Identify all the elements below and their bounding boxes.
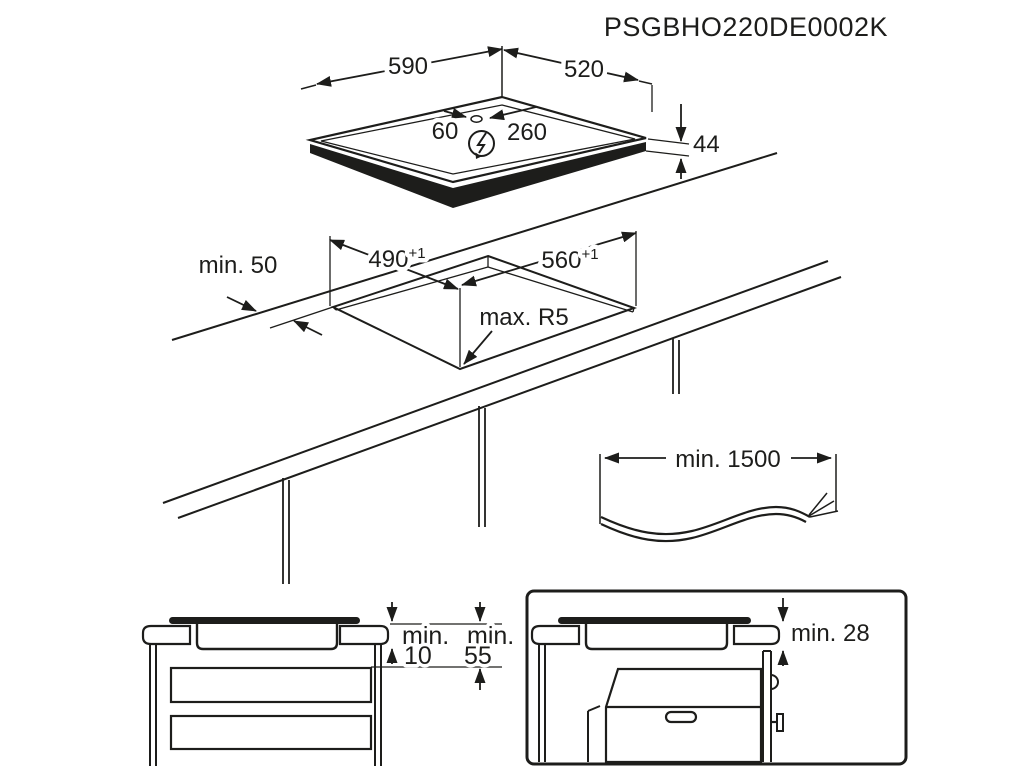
dim-arrow-min-50-lower bbox=[294, 321, 322, 335]
electrical-connection-icon bbox=[469, 131, 494, 159]
dim-label-min-10-min: min. bbox=[402, 622, 450, 650]
dim-label-min-55-value: 55 bbox=[464, 642, 492, 670]
oven-worktop-section-left bbox=[532, 626, 579, 644]
dimension-44 bbox=[646, 104, 720, 179]
side-view-drawer-clearance bbox=[143, 602, 514, 766]
oven-hob-glass-section bbox=[558, 617, 751, 624]
label-max-r5: max. R5 bbox=[479, 304, 569, 331]
dim-label-min-1500: min. 1500 bbox=[675, 446, 781, 473]
dim-label-520: 520 bbox=[563, 56, 605, 83]
dim-tolerance-560: +1 bbox=[581, 246, 599, 263]
oven-handle bbox=[666, 712, 696, 722]
cable-curve-top bbox=[601, 507, 810, 534]
hob-glass-section bbox=[169, 617, 360, 624]
annotation-max-r5 bbox=[464, 304, 569, 364]
dim-tolerance-490: +1 bbox=[408, 245, 426, 262]
worktop-section-left bbox=[143, 626, 190, 644]
dimension-min-50 bbox=[199, 252, 333, 335]
dim-label-min-10-value: 10 bbox=[404, 642, 432, 670]
drawer-upper bbox=[171, 668, 371, 702]
worktop-section-right bbox=[340, 626, 388, 644]
hob-body-section bbox=[197, 624, 337, 649]
dim-label-490 bbox=[368, 245, 425, 273]
wire-end-2 bbox=[809, 501, 834, 516]
oven-hob-body-section bbox=[586, 624, 727, 649]
hob-isometric-view bbox=[301, 46, 720, 208]
dim-stub-590 bbox=[301, 85, 316, 89]
dim-arrow-min-50-upper bbox=[227, 297, 256, 311]
dim-label-min-55-min: min. bbox=[467, 622, 515, 650]
worktop-cutout-view bbox=[163, 153, 841, 584]
product-code: PSGBHO220DE0002K bbox=[603, 12, 889, 42]
dimension-490 bbox=[330, 240, 458, 289]
wire-end-3 bbox=[810, 511, 838, 517]
cable-entry-marker bbox=[471, 116, 482, 122]
dim-label-min-28: min. 28 bbox=[791, 620, 870, 647]
dim-label-44: 44 bbox=[693, 131, 720, 158]
cutout-wall-left bbox=[336, 267, 488, 310]
dim-label-min-50: min. 50 bbox=[198, 252, 278, 279]
dim-leader-bottom bbox=[646, 151, 689, 156]
dim-label-560 bbox=[541, 246, 598, 274]
dimension-min-55 bbox=[464, 602, 514, 690]
dimension-590 bbox=[301, 49, 502, 89]
drawer-lower bbox=[171, 716, 371, 749]
dim-leader-top bbox=[648, 139, 689, 144]
electrical-icon-circle bbox=[469, 131, 494, 156]
dim-label-260: 260 bbox=[506, 119, 548, 146]
dim-label-60: 60 bbox=[431, 118, 459, 145]
oven-clearance-view bbox=[527, 591, 906, 764]
wire-end-1 bbox=[809, 493, 827, 515]
dim-stub-520 bbox=[639, 81, 652, 84]
cable-wire-ends bbox=[809, 493, 838, 517]
dim-value-560: 560 bbox=[541, 247, 582, 274]
cabinet-supports bbox=[283, 338, 679, 584]
worktop-front-edge bbox=[163, 261, 841, 518]
dimension-520 bbox=[504, 50, 652, 112]
cable-length-diagram bbox=[600, 446, 838, 541]
dim-value-490: 490 bbox=[368, 246, 409, 273]
dimension-min-10 bbox=[392, 602, 449, 670]
oven-knob bbox=[777, 714, 783, 731]
dim-label-590: 590 bbox=[387, 53, 429, 80]
oven-worktop-section-right bbox=[734, 626, 779, 644]
